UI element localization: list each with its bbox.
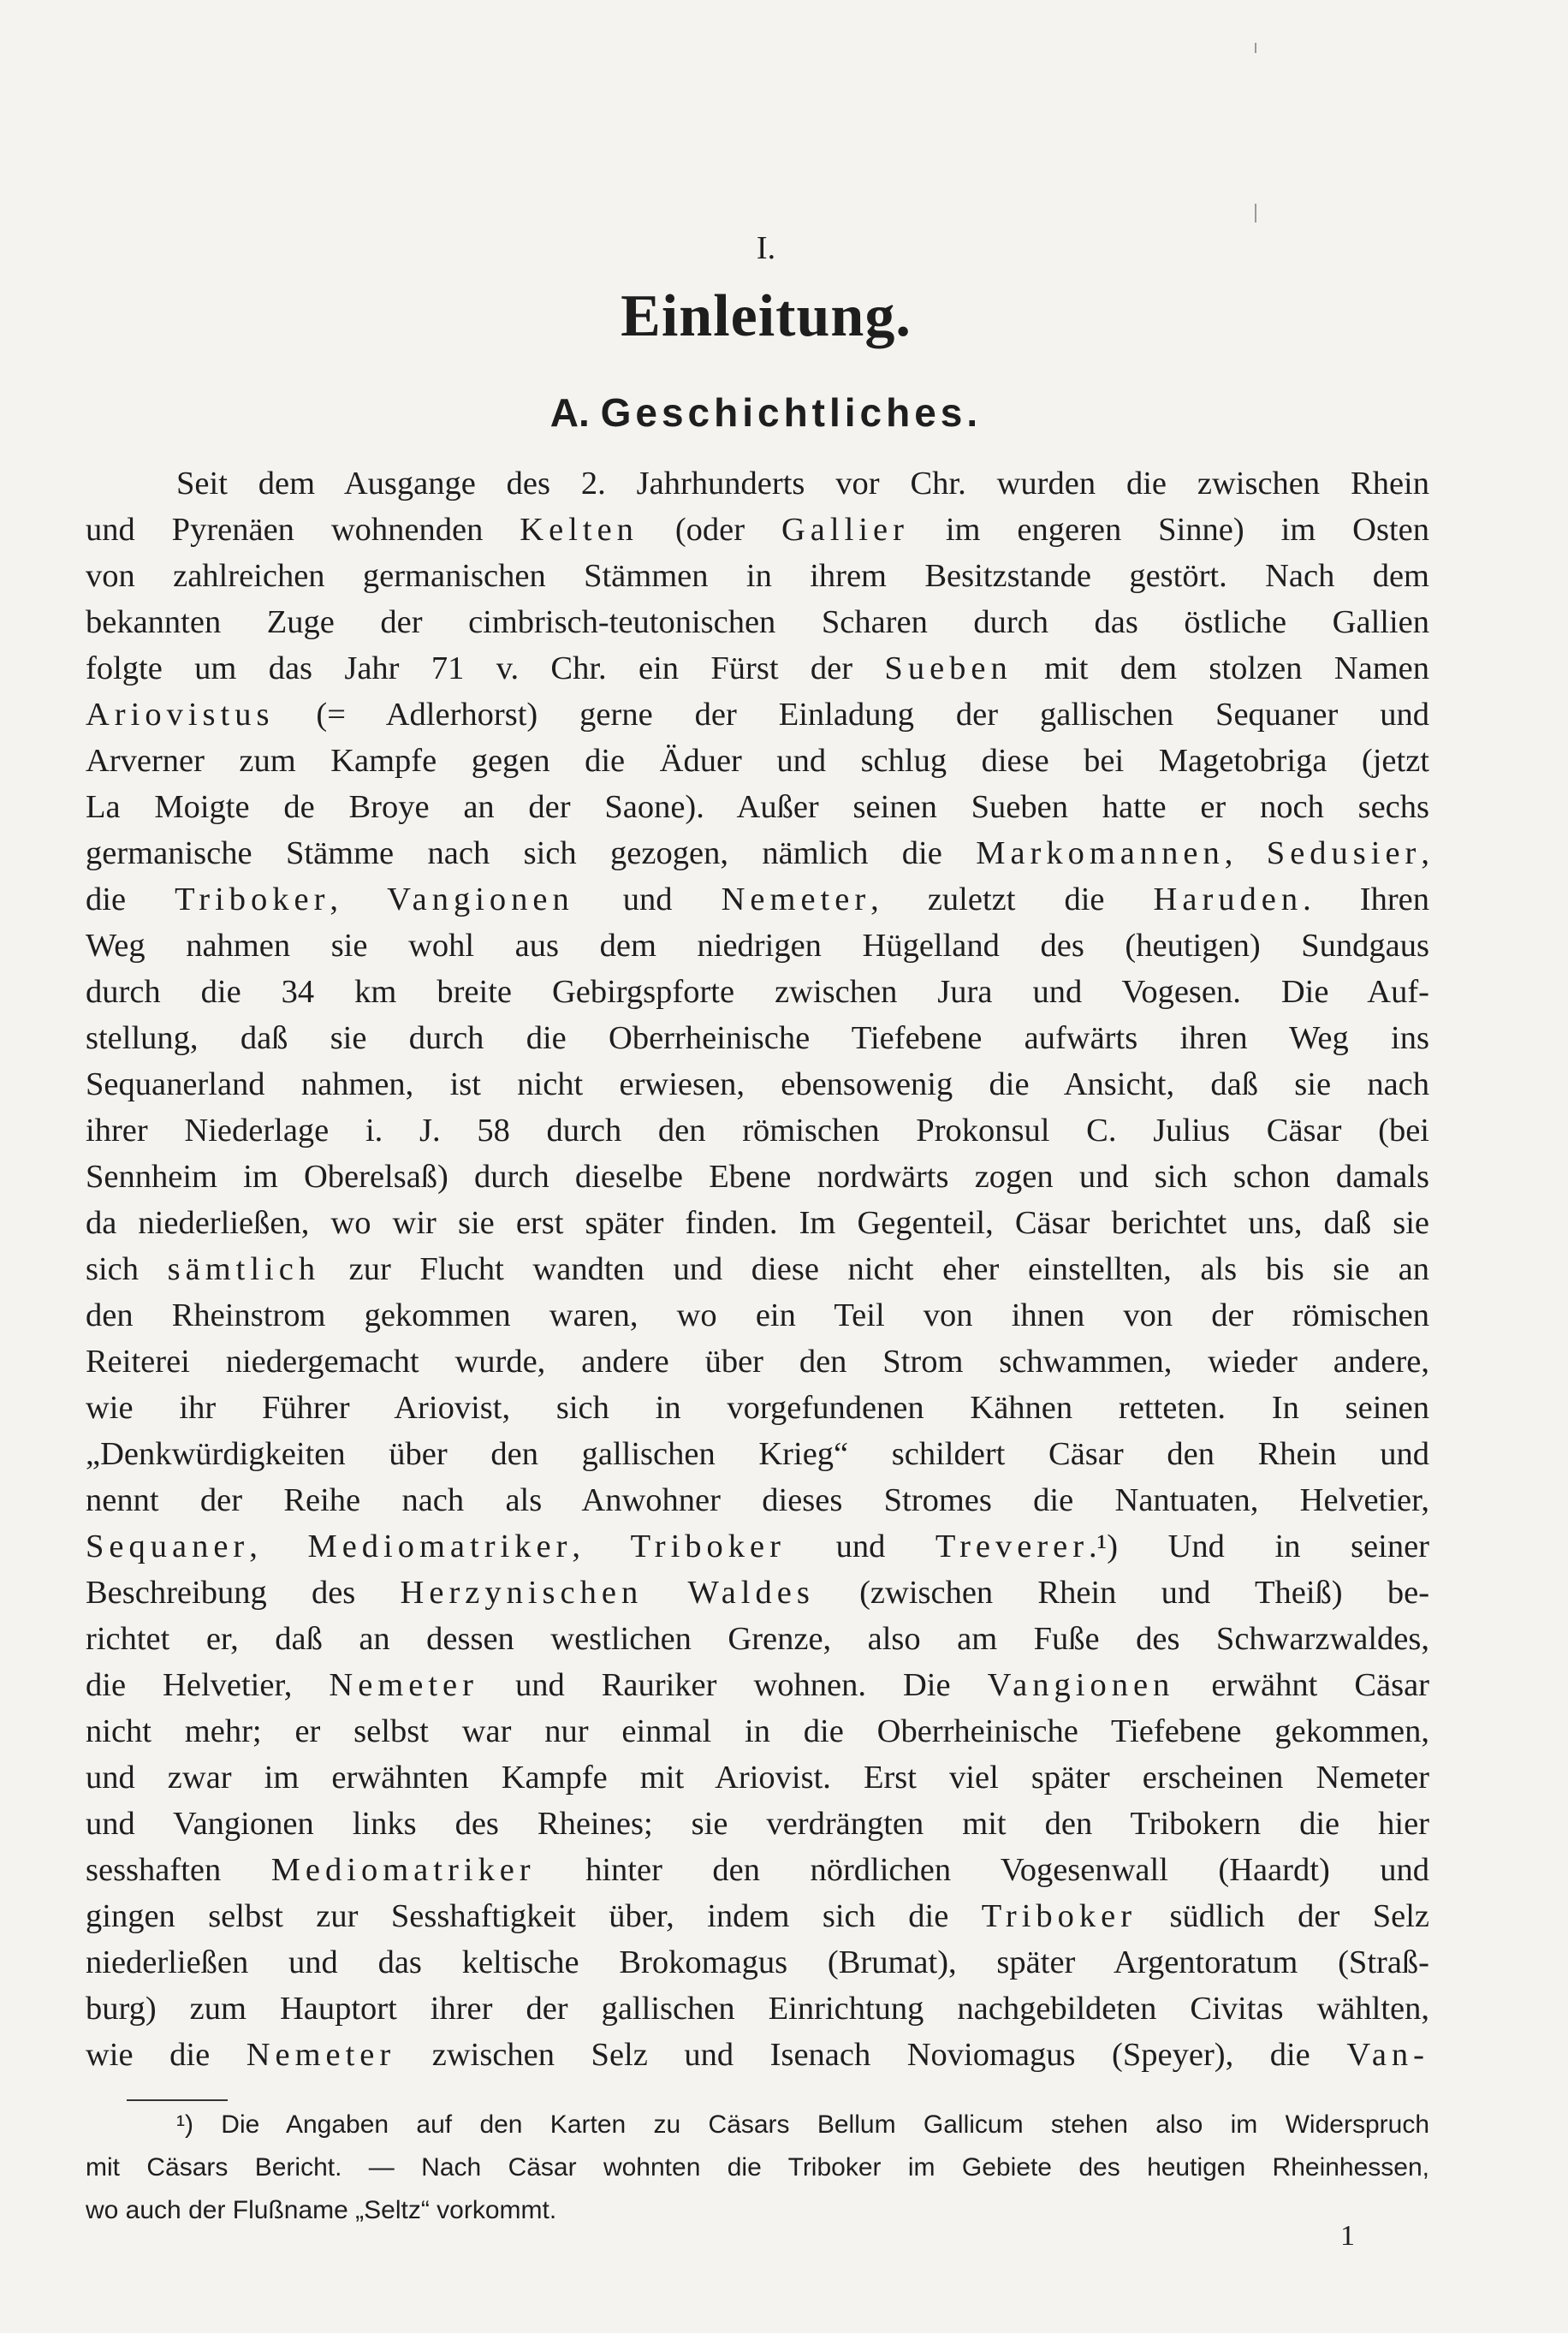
- text-run: germanische Stämme nach sich gezogen, nämlich die: [86, 835, 977, 871]
- text-run: und: [785, 1529, 935, 1564]
- text-line: [86, 969, 1429, 1015]
- text-line: [86, 1754, 1429, 1801]
- spaced-emphasis: Triboker: [981, 1898, 1137, 1934]
- text-run: Sennheim im Oberelsaß) durch dieselbe Ebene nordwärts zogen und sich schon damals: [86, 1159, 1429, 1195]
- text-line: [86, 1061, 1429, 1107]
- text-run: südlich der Selz: [1137, 1898, 1429, 1934]
- text-run: Seit dem Ausgange des 2. Jahrhunderts vor Chr. wurden die zwischen Rhein: [176, 466, 1429, 502]
- text-run: zur Flucht wandten und diese nicht eher einstellten, als bis sie an: [320, 1251, 1429, 1287]
- text-line: [86, 1200, 1429, 1246]
- body-paragraph: [86, 460, 1429, 2078]
- spaced-emphasis: Mediomatriker: [307, 1529, 573, 1564]
- spaced-emphasis: Haruden: [1153, 882, 1304, 917]
- text-run: von zahlreichen germanischen Stämmen in ihrem Besitzstande gestört. Nach dem: [86, 558, 1429, 594]
- section-title-text: Geschichtliches.: [600, 390, 983, 435]
- text-run: bekannten Zuge der cimbrisch-teutonischen Scharen durch das östliche Gallien: [86, 604, 1429, 640]
- text-line: [86, 738, 1429, 784]
- text-line: [86, 692, 1429, 738]
- text-run: wie ihr Führer Ariovist, sich in vorgefundenen Kähnen retteten. In seinen: [86, 1390, 1429, 1426]
- text-run: [643, 1575, 687, 1611]
- footnote: [86, 2104, 1429, 2232]
- text-run: mit dem stolzen Namen: [1012, 650, 1429, 686]
- text-line: [86, 830, 1429, 876]
- text-line: [86, 507, 1429, 553]
- text-run: nicht mehr; er selbst war nur einmal in die Oberrheinische Tiefebene gekommen,: [86, 1713, 1429, 1749]
- spaced-emphasis: Treverer: [935, 1529, 1090, 1564]
- text-run: sich: [86, 1251, 168, 1287]
- footnote-line: wo auch der Flußname „Seltz“ vorkommt.: [86, 2196, 557, 2224]
- text-line: [86, 923, 1429, 969]
- spaced-emphasis: Sueben: [884, 650, 1013, 686]
- text-line: [86, 1986, 1429, 2032]
- spaced-emphasis: Vangionen: [387, 882, 574, 917]
- spaced-emphasis: Sedusier: [1266, 835, 1422, 871]
- text-line: [86, 1431, 1429, 1477]
- text-run: Sequanerland nahmen, ist nicht erwiesen, ebensowenig die Ansicht, daß sie nach: [86, 1066, 1429, 1102]
- spaced-emphasis: Nemeter: [721, 882, 871, 917]
- text-run: , zuletzt die: [870, 882, 1154, 917]
- spaced-emphasis: Ariovistus: [86, 697, 275, 733]
- text-run: (oder: [638, 512, 781, 548]
- text-run: sesshaften: [86, 1852, 271, 1888]
- text-run: durch die 34 km breite Gebirgspforte zwischen Jura und Vogesen. Die Auf-: [86, 974, 1429, 1010]
- footnote-divider: [127, 2099, 228, 2101]
- text-line: [86, 1939, 1429, 1986]
- text-line: [86, 1339, 1429, 1385]
- footnote-line: mit Cäsars Bericht. — Nach Cäsar wohnten die Triboker im Gebiete des heutigen Rheinhessen,: [86, 2153, 1429, 2182]
- text-line: [86, 460, 1429, 507]
- spaced-emphasis: Triboker: [175, 882, 330, 917]
- text-line: [86, 599, 1429, 645]
- text-run: La Moigte de Broye an der Saone). Außer seinen Sueben hatte er noch sechs: [86, 789, 1429, 825]
- text-line: [86, 2032, 1429, 2078]
- text-line: [86, 784, 1429, 830]
- text-run: gingen selbst zur Sesshaftigkeit über, indem sich die: [86, 1898, 982, 1934]
- text-run: ,: [1224, 835, 1267, 871]
- text-run: burg) zum Hauptort ihrer der gallischen Einrichtung nachgebildeten Civitas wählten,: [86, 1991, 1429, 2027]
- book-page: [86, 0, 1472, 2333]
- text-run: den Rheinstrom gekommen waren, wo ein Teil von ihnen von der römischen: [86, 1297, 1429, 1333]
- spaced-emphasis: Waldes: [687, 1575, 815, 1611]
- spaced-emphasis: Markomannen: [976, 835, 1225, 871]
- text-run: ,: [330, 882, 388, 917]
- text-run: und Rauriker wohnen. Die: [478, 1667, 988, 1703]
- text-run: zwischen Selz und Isenach Noviomagus (Speyer), die: [395, 2037, 1347, 2073]
- text-run: „Denkwürdigkeiten über den gallischen Krieg“ schildert Cäsar den Rhein und: [86, 1436, 1429, 1472]
- footnote-line: ¹) Die Angaben auf den Karten zu Cäsars Bellum Gallicum stehen also im Widerspruch: [176, 2110, 1429, 2139]
- section-prefix: A.: [549, 390, 590, 435]
- text-line: [86, 1662, 1429, 1708]
- scan-speck: [1255, 43, 1256, 53]
- text-run: (= Adlerhorst) gerne der Einladung der gallischen Sequaner und: [274, 697, 1429, 733]
- section-title: [86, 389, 1446, 436]
- text-run: Arverner zum Kampfe gegen die Äduer und schlug diese bei Magetobriga (jetzt: [86, 743, 1429, 779]
- text-run: Weg nahmen sie wohl aus dem niedrigen Hügelland des (heutigen) Sundgaus: [86, 928, 1429, 964]
- text-run: und Pyrenäen wohnenden: [86, 512, 520, 548]
- text-line: [86, 1893, 1429, 1939]
- text-run: und: [573, 882, 722, 917]
- spaced-emphasis: Triboker: [630, 1529, 786, 1564]
- spaced-emphasis: Mediomatriker: [270, 1852, 536, 1888]
- text-run: .¹) Und in seiner: [1089, 1529, 1429, 1564]
- text-run: richtet er, daß an dessen westlichen Grenze, also am Fuße des Schwarzwaldes,: [86, 1621, 1429, 1657]
- text-run: wie die: [86, 2037, 246, 2073]
- text-run: Beschreibung des: [86, 1575, 401, 1611]
- text-line: [86, 1570, 1429, 1616]
- spaced-emphasis: Herzynischen: [400, 1575, 644, 1611]
- text-line: [86, 1107, 1429, 1154]
- text-run: nennt der Reihe nach als Anwohner dieses Stromes die Nantuaten, Helvetier,: [86, 1482, 1429, 1518]
- text-run: hinter den nördlichen Vogesenwall (Haardt) und: [535, 1852, 1429, 1888]
- spaced-emphasis: Van-: [1346, 2037, 1430, 2073]
- text-run: ,: [572, 1529, 631, 1564]
- text-run: stellung, daß sie durch die Oberrheinische Tiefebene aufwärts ihren Weg ins: [86, 1020, 1429, 1056]
- text-run: im engeren Sinne) im Osten: [908, 512, 1429, 548]
- page-number: 1: [1340, 2220, 1355, 2252]
- text-line: [86, 1616, 1429, 1662]
- text-run: die Helvetier,: [86, 1667, 330, 1703]
- text-run: (zwischen Rhein und Theiß) be-: [814, 1575, 1430, 1611]
- text-line: [86, 1292, 1429, 1339]
- text-run: und Vangionen links des Rheines; sie verdrängten mit den Tribokern die hier: [86, 1806, 1429, 1842]
- text-run: ,: [249, 1529, 308, 1564]
- text-line: [86, 1477, 1429, 1523]
- text-run: erwähnt Cäsar: [1174, 1667, 1429, 1703]
- chapter-title: Einleitung.: [621, 283, 912, 349]
- text-line: [86, 1708, 1429, 1754]
- text-line: [86, 1246, 1429, 1292]
- spaced-emphasis: Sequaner: [86, 1529, 250, 1564]
- text-run: die: [86, 882, 175, 917]
- text-line: [86, 1523, 1429, 1570]
- text-line: [86, 1847, 1429, 1893]
- text-run: ,: [1421, 835, 1429, 871]
- text-run: . Ihren: [1303, 882, 1430, 917]
- spaced-emphasis: Nemeter: [246, 2037, 396, 2073]
- scan-speck: [1255, 204, 1256, 223]
- text-line: [86, 876, 1429, 923]
- text-line: [86, 1801, 1429, 1847]
- text-run: Reiterei niedergemacht wurde, andere über den Strom schwammen, wieder andere,: [86, 1344, 1429, 1380]
- text-run: niederließen und das keltische Brokomagus (Brumat), später Argentoratum (Straß-: [86, 1944, 1429, 1980]
- text-line: [86, 1015, 1429, 1061]
- text-line: [86, 1385, 1429, 1431]
- text-run: folgte um das Jahr 71 v. Chr. ein Fürst der: [86, 650, 885, 686]
- spaced-emphasis: Vangionen: [987, 1667, 1175, 1703]
- text-run: und zwar im erwähnten Kampfe mit Ariovist. Erst viel später erscheinen Nemeter: [86, 1760, 1429, 1796]
- spaced-emphasis: Gallier: [781, 512, 909, 548]
- text-line: [86, 1154, 1429, 1200]
- spaced-emphasis: Kelten: [520, 512, 638, 548]
- text-line: [86, 553, 1429, 599]
- text-run: ihrer Niederlage i. J. 58 durch den römischen Prokonsul C. Julius Cäsar (bei: [86, 1113, 1429, 1149]
- spaced-emphasis: sämtlich: [167, 1251, 321, 1287]
- text-line: [86, 645, 1429, 692]
- spaced-emphasis: Nemeter: [329, 1667, 478, 1703]
- text-run: da niederließen, wo wir sie erst später finden. Im Gegenteil, Cäsar berichtet uns, daß sie: [86, 1205, 1429, 1241]
- chapter-number: I.: [756, 230, 776, 266]
